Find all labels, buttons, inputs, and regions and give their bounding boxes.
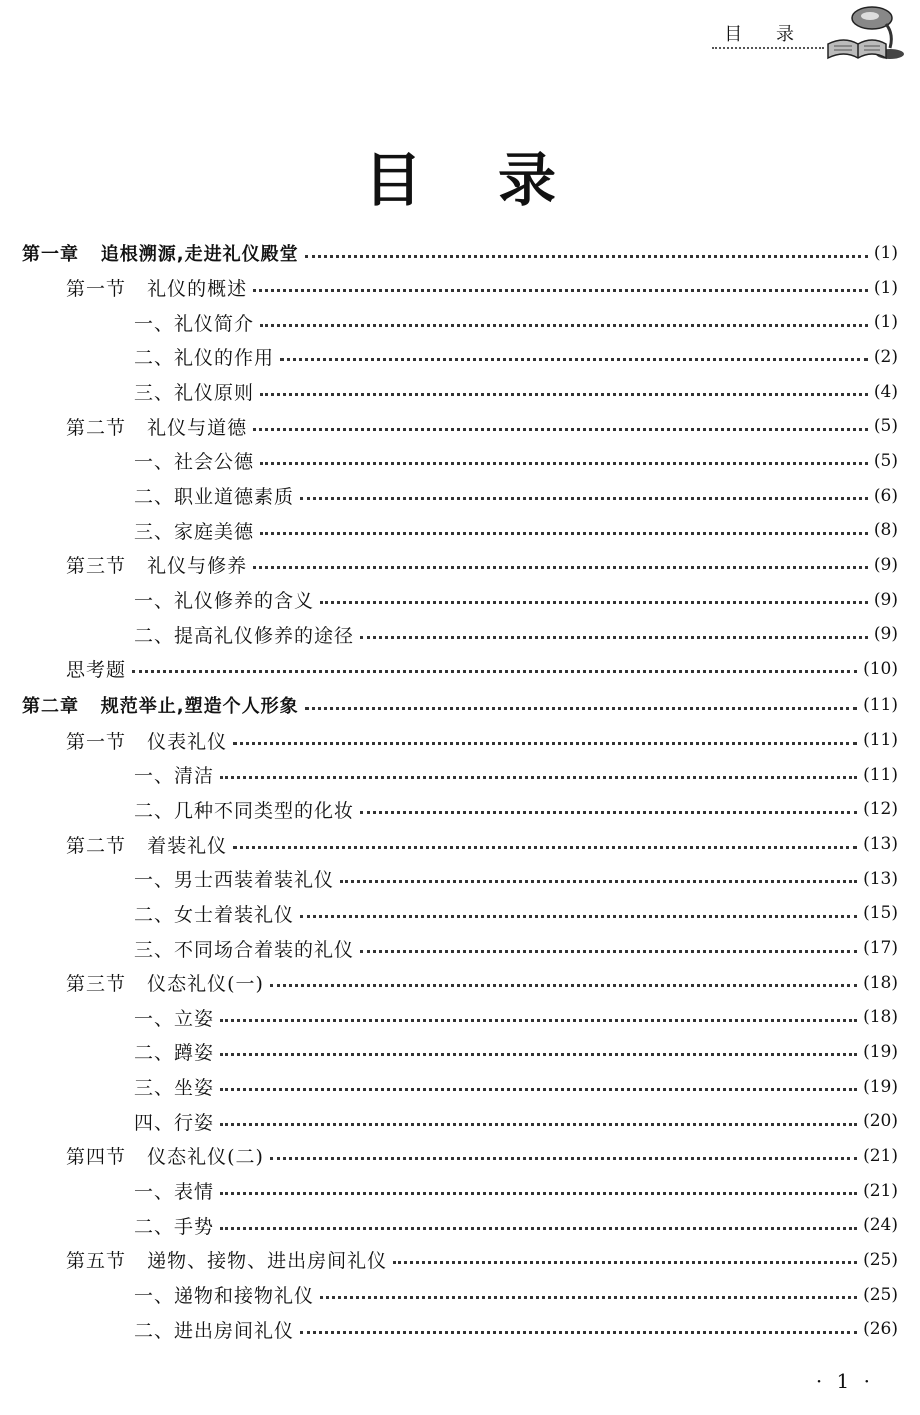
toc-entry-item [134, 513, 898, 547]
toc-entry-item [134, 1312, 898, 1346]
toc-entry-item [134, 862, 898, 896]
running-header [0, 0, 920, 70]
toc-entry-page: (13) [863, 834, 898, 855]
page-title: 目录 [363, 146, 632, 214]
toc-entry-item [134, 340, 898, 374]
toc-entry-label: 一、礼仪简介 [134, 312, 255, 335]
toc-entry-item [134, 583, 898, 617]
toc-entry-page: (1) [873, 243, 898, 263]
toc-entry-item [134, 1208, 898, 1242]
header-label: 目 录 [724, 24, 808, 45]
toc-entry-item [134, 792, 898, 826]
toc-entry-section [66, 966, 898, 1000]
dot-leader [305, 255, 868, 258]
dot-leader [220, 1019, 857, 1022]
toc-entry-label: 三、家庭美德 [134, 520, 255, 543]
toc-entry-page: (4) [873, 381, 898, 402]
dot-leader [260, 462, 868, 465]
dot-leader [320, 601, 868, 604]
dot-leader [305, 707, 857, 710]
dot-leader [260, 324, 868, 327]
toc-entry-section [66, 723, 898, 757]
toc-entry-label: 二、女士着装礼仪 [134, 903, 295, 926]
toc-entry-page: (25) [863, 1249, 898, 1270]
toc-entry-page: (10) [863, 658, 898, 679]
toc-entry-item [134, 1104, 898, 1138]
toc-entry-label: 二、礼仪的作用 [134, 347, 275, 370]
toc-entry-page: (11) [863, 695, 898, 716]
toc-entry-page: (18) [863, 972, 898, 993]
toc-entry-label: 第三节 礼仪与修养 [66, 555, 248, 578]
dot-leader [220, 1053, 857, 1056]
toc-entry-item [134, 1000, 898, 1034]
toc-entry-section [66, 409, 898, 443]
toc-entry-label: 一、清洁 [134, 765, 215, 788]
toc-entry-page: (21) [863, 1180, 898, 1201]
toc-entry-label: 第二节 着装礼仪 [66, 834, 228, 857]
toc-entry-label: 二、职业道德素质 [134, 486, 295, 509]
toc-entry-page: (9) [873, 589, 898, 610]
toc-entry-label: 思考题 [66, 659, 127, 682]
dot-leader [220, 1088, 857, 1091]
dot-leader [132, 670, 857, 673]
toc-entry-label: 第一章 追根溯源,走进礼仪殿堂 [22, 244, 299, 265]
toc-entry-page: (12) [863, 799, 898, 820]
toc-entry-page: (21) [863, 1145, 898, 1166]
toc-entry-chapter [22, 688, 898, 722]
toc-entry-page: (26) [863, 1319, 898, 1340]
toc-entry-page: (9) [873, 554, 898, 575]
toc-entry-chapter [22, 236, 898, 270]
toc-entry-page: (20) [863, 1111, 898, 1132]
dot-leader [300, 1331, 857, 1334]
toc-entry-page: (19) [863, 1041, 898, 1062]
toc-entry-page: (17) [863, 938, 898, 958]
toc-entry-label: 一、礼仪修养的含义 [134, 590, 315, 612]
dot-leader [360, 950, 857, 953]
dot-leader [260, 532, 868, 535]
toc-entry-label: 三、坐姿 [134, 1077, 215, 1100]
toc-entry-item [134, 1035, 898, 1069]
toc-entry-page: (15) [863, 903, 898, 924]
toc-entry-page: (24) [863, 1215, 898, 1236]
toc-entry-label: 二、进出房间礼仪 [134, 1319, 295, 1342]
reading-lamp-book-icon [820, 4, 906, 64]
dot-leader [253, 566, 868, 569]
header-dotted-rule [712, 47, 824, 49]
page-number: · 1 · [815, 1369, 874, 1393]
toc-entry-section [66, 271, 898, 305]
toc-entry-label: 二、提高礼仪修养的途径 [134, 624, 355, 647]
toc-entry-label: 一、社会公德 [134, 451, 255, 474]
toc-entry-label: 第一节 礼仪的概述 [66, 278, 248, 301]
toc-entry-page: (11) [863, 764, 898, 785]
toc-entry-page: (1) [873, 312, 898, 333]
dot-leader [260, 393, 868, 396]
toc-entry-item [134, 444, 898, 478]
toc-entry-question [66, 652, 898, 686]
dot-leader [270, 1157, 857, 1160]
toc-entry-page: (2) [873, 346, 898, 367]
toc-entry-page: (18) [863, 1007, 898, 1028]
toc-entry-label: 三、礼仪原则 [134, 382, 255, 405]
toc-entry-label: 一、表情 [134, 1181, 215, 1204]
toc-entry-label: 第二章 规范举止,塑造个人形象 [22, 696, 299, 718]
toc-entry-page: (6) [873, 485, 898, 506]
toc-entry-item [134, 375, 898, 409]
toc-entry-section [66, 827, 898, 861]
toc-entry-page: (25) [863, 1284, 898, 1305]
dot-leader [393, 1261, 857, 1264]
dot-leader [280, 358, 868, 361]
toc-entry-label: 一、立姿 [134, 1007, 215, 1030]
toc-entry-label: 四、行姿 [134, 1111, 215, 1134]
dot-leader [270, 984, 857, 987]
dot-leader [360, 811, 857, 814]
toc-entry-label: 第三节 仪态礼仪(一) [66, 973, 264, 996]
toc-entry-section [66, 1243, 898, 1277]
toc-entry-label: 二、几种不同类型的化妆 [134, 799, 355, 822]
toc-entry-label: 一、递物和接物礼仪 [134, 1285, 315, 1307]
toc-entry-item [134, 758, 898, 792]
toc-entry-item [134, 896, 898, 930]
toc-entry-label: 三、不同场合着装的礼仪 [134, 938, 355, 961]
toc-entry-page: (5) [873, 450, 898, 471]
dot-leader [360, 636, 868, 639]
dot-leader [220, 1192, 857, 1195]
toc-entry-item [134, 305, 898, 339]
dot-leader [253, 289, 868, 292]
toc-entry-label: 第四节 仪态礼仪(二) [66, 1146, 264, 1169]
toc-entry-item [134, 479, 898, 513]
dot-leader [233, 742, 857, 745]
toc-entry-page: (13) [863, 868, 898, 889]
toc-entry-page: (1) [873, 277, 898, 298]
dot-leader [300, 497, 868, 500]
toc-entry-section [66, 548, 898, 582]
dot-leader [220, 1227, 857, 1230]
toc-entry-label: 一、男士西装着装礼仪 [134, 869, 335, 892]
toc-entry-item [134, 1278, 898, 1312]
toc-entry-label: 第二节 礼仪与道德 [66, 416, 248, 439]
toc-entry-item [134, 1174, 898, 1208]
toc-entry-item [134, 617, 898, 651]
toc-entry-page: (8) [873, 520, 898, 541]
toc-entry-page: (11) [863, 730, 898, 751]
toc-entry-label: 第一节 仪表礼仪 [66, 730, 228, 753]
toc-entry-item [134, 931, 898, 965]
toc-entry-label: 第五节 递物、接物、进出房间礼仪 [66, 1250, 388, 1273]
dot-leader [340, 880, 857, 883]
dot-leader [220, 1123, 857, 1126]
dot-leader [253, 428, 868, 431]
toc-entry-label: 二、蹲姿 [134, 1042, 215, 1065]
toc-entry-page: (9) [873, 624, 898, 645]
toc-entry-section [66, 1139, 898, 1173]
dot-leader [233, 846, 857, 849]
dot-leader [300, 915, 857, 918]
toc-entry-page: (19) [863, 1076, 898, 1097]
dot-leader [320, 1296, 857, 1299]
toc-entry-label: 二、手势 [134, 1215, 215, 1238]
dot-leader [220, 776, 857, 779]
toc-entry-item [134, 1070, 898, 1104]
toc-entry-page: (5) [873, 416, 898, 437]
